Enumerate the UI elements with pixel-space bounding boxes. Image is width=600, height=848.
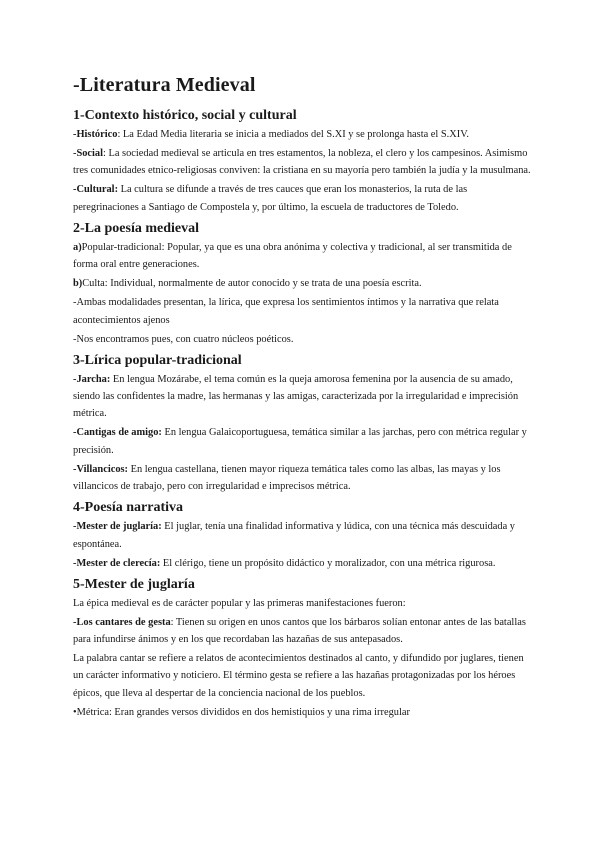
- paragraph-historico: [73, 126, 533, 143]
- section-poesia-medieval: [73, 218, 533, 348]
- paragraph-cantares: [73, 614, 533, 649]
- section-lirica: [73, 350, 533, 496]
- term-label: -Jarcha:: [73, 373, 111, 385]
- term-label: -Social: [73, 148, 104, 159]
- section-heading: 4-Poesía narrativa: [73, 500, 184, 516]
- paragraph-clerecia: [73, 555, 533, 572]
- term-label: -Cultural:: [73, 184, 119, 196]
- paragraph-text: En lengua Galaicoportuguesa, temática similar a las jarchas, pero con métrica regular y precisión.: [73, 427, 527, 456]
- section-mester-juglaria: [73, 574, 533, 722]
- document-content: [73, 72, 533, 723]
- term-label: b): [73, 278, 83, 290]
- paragraph-text: : La sociedad medieval se articula en tres estamentos, la nobleza, el clero y los campesinos. Asimismo tres comunidades etnico-religiosas conviven: la cristiana en su mayoría pero también la judía y la musulmana.: [73, 148, 531, 177]
- paragraph-nucleos: -Nos encontramos pues, con cuatro núcleos poéticos.: [73, 333, 294, 345]
- paragraph-epica: La épica medieval es de carácter popular y las primeras manifestaciones fueron:: [73, 597, 406, 609]
- section-heading: 3-Lírica popular-tradicional: [73, 352, 242, 368]
- paragraph-text: El clérigo, tiene un propósito didáctico y moralizador, con una métrica rigurosa.: [160, 557, 496, 569]
- paragraph-cultural: [73, 181, 533, 216]
- term-label: -Cantigas de amigo:: [73, 427, 162, 439]
- paragraph-text: Culta: Individual, normalmente de autor conocido y se trata de una poesía escrita.: [82, 278, 422, 290]
- paragraph-social: [73, 145, 533, 180]
- paragraph-text: : Tienen su origen en unos cantos que los bárbaros solían entonar antes de las batallas para infundirse ánimos y en los que recordaban las hazañas de sus antepasados.: [73, 616, 526, 646]
- term-label: -Mester de clerecía:: [73, 557, 161, 569]
- section-heading: 1-Contexto histórico, social y cultural: [73, 108, 297, 123]
- paragraph-text: Popular-tradicional: Popular, ya que es una obra anónima y colectiva y tradicional, al ser transmitida de forma oral entre generaciones.: [73, 241, 512, 271]
- section-heading: 2-La poesía medieval: [73, 220, 199, 236]
- paragraph-villancicos: [73, 461, 533, 496]
- section-heading: 5-Mester de juglaría: [73, 576, 195, 592]
- paragraph-text: La cultura se difunde a través de tres cauces que eran los monasterios, la ruta de las peregrinaciones a Santiago de Compostela y, por último, la escuela de traductores de Toledo.: [73, 184, 468, 213]
- paragraph-jarcha: [73, 371, 533, 423]
- paragraph-text: : La Edad Media literaria se inicia a mediados del S.XI y se prolonga hasta el S.XIV.: [117, 129, 469, 140]
- term-label: -Histórico: [73, 129, 118, 140]
- paragraph-popular: [73, 239, 533, 274]
- paragraph-text: En lengua Mozárabe, el tema común es la queja amorosa femenina por la ausencia de su amado, siendo las confidentes la madre, las hermanas y las amigas, caracterizada por la irregularidad e imprecisión métrica.: [73, 373, 519, 420]
- section-poesia-narrativa: [73, 497, 533, 572]
- paragraph-juglaria: [73, 518, 533, 553]
- paragraph-metrica: •Métrica: Eran grandes versos divididos en dos hemistiquios y una rima irregular: [73, 706, 410, 718]
- paragraph-palabra-cantar: La palabra cantar se refiere a relatos de acontecimientos destinados al canto, y difundido por juglares, tienen un carácter informativo y noticiero. El término gesta se refiere a las hazañas protagonizadas por los héroes épicos, que lleva al despertar de la conciencia nacional de los pueblos.: [73, 653, 524, 699]
- paragraph-modalidades: -Ambas modalidades presentan, la lírica, que expresa los sentimientos íntimos y la narrativa que relata acontecimientos ajenos: [73, 297, 499, 326]
- paragraph-text: En lengua castellana, tienen mayor riqueza temática tales como las albas, las mayas y los villancicos de trabajo, pero con irregularidad e imprecisos métrica.: [73, 463, 501, 493]
- section-contexto: [73, 105, 533, 216]
- term-label: -Mester de juglaría:: [73, 521, 162, 533]
- paragraph-cantigas: [73, 424, 533, 459]
- paragraph-culta: [73, 275, 533, 292]
- term-label: -Villancicos:: [73, 463, 129, 475]
- document-title: -Literatura Medieval: [73, 74, 256, 96]
- term-label: -Los cantares de gesta: [73, 616, 171, 628]
- term-label: a): [73, 241, 82, 253]
- paragraph-text: El juglar, tenía una finalidad informativa y lúdica, con una técnica más descuidada y espontánea.: [73, 521, 515, 550]
